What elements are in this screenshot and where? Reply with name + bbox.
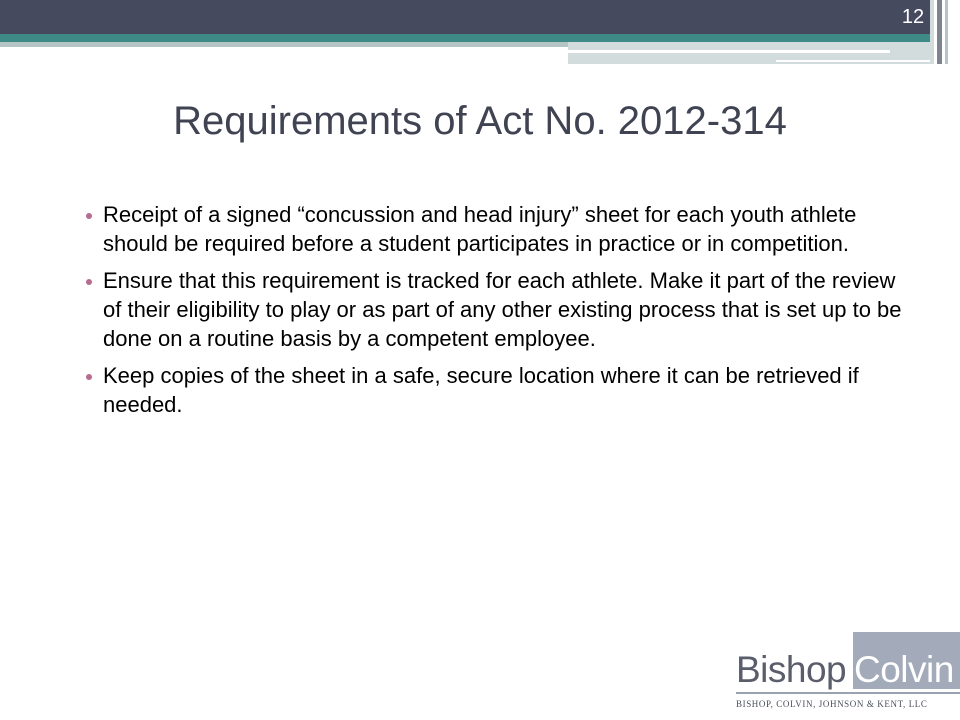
header-white-line bbox=[568, 50, 890, 53]
slide-number: 12 bbox=[901, 6, 925, 28]
logo-subtitle: BISHOP, COLVIN, JOHNSON & KENT, LLC bbox=[736, 699, 928, 709]
header-white-line-lower bbox=[776, 60, 930, 62]
slide-title: Requirements of Act No. 2012-314 bbox=[173, 99, 787, 143]
header-teal-band bbox=[0, 34, 930, 42]
header-grey-stripe bbox=[0, 42, 568, 47]
firm-logo bbox=[736, 632, 960, 720]
bullet-dot-icon bbox=[86, 213, 92, 219]
bullet-dot-icon bbox=[86, 374, 92, 380]
logo-name-left: Bishop bbox=[736, 649, 847, 690]
logo-name-right: Colvin bbox=[854, 649, 954, 690]
bullet-list bbox=[86, 200, 906, 427]
header-dark-band bbox=[0, 0, 930, 34]
bullet-dot-icon bbox=[86, 279, 92, 285]
logo-divider bbox=[736, 692, 960, 694]
bullet-item bbox=[86, 361, 906, 419]
bullet-item bbox=[86, 266, 906, 353]
bullet-text: Ensure that this requirement is tracked for each athlete. Make it part of the review of their eligibility to play or as part of any other existing process that is set up to be done on a routine basis by a competent employee. bbox=[103, 268, 902, 351]
bullet-text: Keep copies of the sheet in a safe, secure location where it can be retrieved if needed. bbox=[103, 363, 859, 417]
bullet-item bbox=[86, 200, 906, 258]
bullet-text: Receipt of a signed “concussion and head injury” sheet for each youth athlete should be required before a student participates in practice or in competition. bbox=[103, 202, 857, 256]
header-vertical-bar bbox=[945, 0, 948, 64]
